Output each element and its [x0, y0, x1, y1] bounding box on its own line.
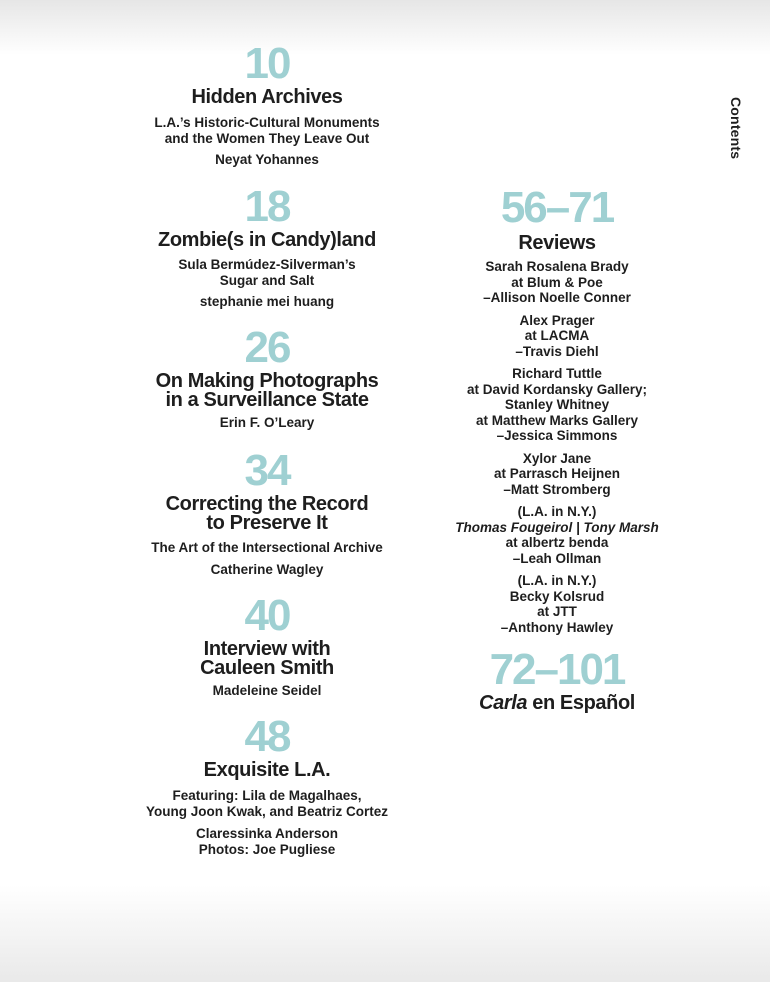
section-title: Reviews: [518, 232, 596, 254]
review-line: at LACMA: [524, 328, 590, 343]
article-subtitle: [112, 115, 422, 146]
toc-entry-34[interactable]: [112, 446, 422, 577]
subtitle-line: Featuring: Lila de Magalhaes,: [172, 788, 362, 803]
title-italic-part: Carla: [479, 692, 528, 714]
review-line: (L.A. in N.Y.): [517, 573, 597, 588]
article-title: Exquisite L.A.: [203, 759, 331, 781]
author-line: Claressinka Anderson: [195, 826, 339, 841]
page-number: 18: [244, 182, 290, 231]
review-item[interactable]: [412, 259, 702, 306]
article-title: [112, 372, 422, 410]
review-line: Sarah Rosalena Brady: [485, 259, 629, 274]
subtitle-line: L.A.’s Historic-Cultural Monuments: [154, 115, 380, 130]
article-author: Catherine Wagley: [210, 561, 324, 577]
subtitle-line: Sula Bermúdez-Silverman’s: [178, 257, 356, 272]
page-number: 34: [244, 446, 290, 495]
section-title: [412, 694, 702, 713]
review-item[interactable]: [412, 366, 702, 444]
title-line: Correcting the Record: [165, 493, 369, 515]
review-line: at David Kordansky Gallery;: [466, 381, 648, 397]
article-subtitle: [112, 788, 422, 819]
review-item[interactable]: [412, 504, 702, 566]
page-number: 40: [244, 591, 290, 640]
review-line: –Matt Stromberg: [503, 481, 611, 497]
article-title: Zombie(s in Candy)land: [158, 229, 376, 251]
review-item[interactable]: [412, 573, 702, 635]
article-title: [112, 640, 422, 678]
review-line: at Parrasch Heijnen: [493, 466, 621, 481]
review-line: at JTT: [537, 604, 577, 619]
page-number: 56–71: [500, 183, 614, 232]
toc-entry-carla-en-espanol[interactable]: [412, 645, 702, 714]
review-item[interactable]: [412, 451, 702, 498]
page-number: 48: [244, 712, 290, 761]
review-line: Richard Tuttle: [512, 366, 602, 381]
subtitle-line: Sugar and Salt: [219, 272, 315, 288]
page-number: 10: [244, 39, 290, 88]
toc-entry-10[interactable]: [112, 39, 422, 168]
article-title: Hidden Archives: [191, 86, 343, 108]
toc-entry-reviews[interactable]: [412, 183, 702, 254]
toc-entry-26[interactable]: [112, 323, 422, 431]
review-line: at albertz benda: [505, 535, 609, 550]
title-line: Interview with: [203, 638, 331, 660]
title-line: Cauleen Smith: [200, 657, 334, 679]
article-subtitle: [112, 257, 422, 288]
title-line: to Preserve It: [206, 512, 328, 534]
review-line: –Allison Noelle Conner: [483, 290, 631, 305]
article-title: [112, 495, 422, 533]
review-list: [412, 259, 702, 642]
title-line: in a Surveillance State: [165, 389, 369, 411]
review-item[interactable]: [412, 313, 702, 360]
review-line: Xylor Jane: [522, 450, 592, 466]
review-line: at Matthew Marks Gallery: [475, 412, 639, 428]
article-author: stephanie mei huang: [199, 294, 335, 309]
subtitle-line: and the Women They Leave Out: [164, 130, 370, 146]
page-number: 26: [244, 323, 290, 372]
review-line: –Travis Diehl: [515, 343, 599, 359]
title-line: On Making Photographs: [155, 370, 379, 392]
review-line: at Blum & Poe: [511, 274, 603, 290]
review-line: Stanley Whitney: [504, 397, 610, 412]
article-author: Erin F. O’Leary: [219, 415, 315, 430]
review-line: (L.A. in N.Y.): [517, 504, 597, 519]
review-line: –Anthony Hawley: [500, 619, 614, 635]
page-number: 72–101: [489, 645, 625, 694]
toc-entry-40[interactable]: [112, 591, 422, 699]
toc-entry-48[interactable]: [112, 712, 422, 857]
section-label-contents: Contents: [728, 97, 744, 160]
review-line: Alex Prager: [519, 312, 595, 328]
review-line: –Jessica Simmons: [496, 428, 618, 443]
article-author: Madeleine Seidel: [212, 683, 322, 698]
subtitle-line: Young Joon Kwak, and Beatriz Cortez: [145, 803, 389, 819]
review-line: Becky Kolsrud: [509, 588, 605, 604]
article-author: [112, 826, 422, 857]
title-rest-part: en Español: [527, 692, 635, 714]
review-line: Thomas Fougeirol | Tony Marsh: [455, 519, 659, 535]
article-subtitle: The Art of the Intersectional Archive: [151, 540, 383, 555]
review-line: –Leah Ollman: [512, 550, 602, 566]
author-line: Photos: Joe Pugliese: [198, 841, 336, 857]
toc-entry-18[interactable]: [112, 182, 422, 310]
article-author: Neyat Yohannes: [215, 152, 319, 167]
